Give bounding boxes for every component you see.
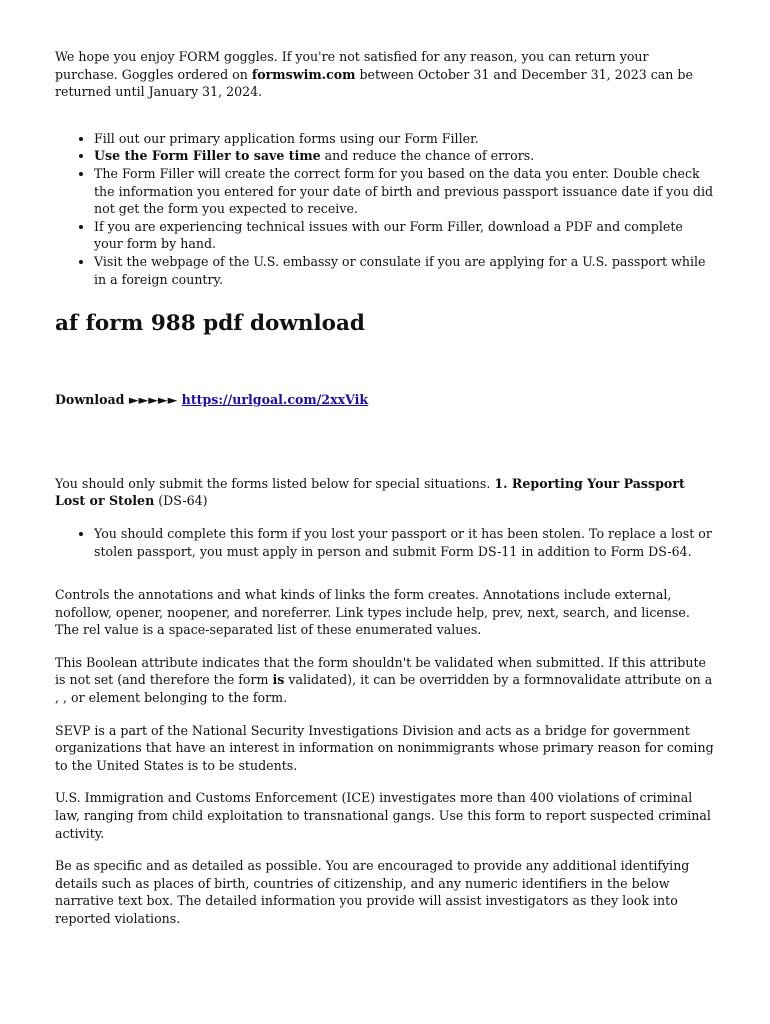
document-page <box>55 48 715 943</box>
list-item <box>94 218 715 253</box>
intro-text-1: We hope you enjoy FORM goggles. If you're not satisfied for any reason, you can return your purchase. Goggles ordered on <box>55 49 649 82</box>
novalidate-text-b: validated), it can be overridden by a formnovalidate attribute on a , , or element belonging to the form. <box>55 672 713 706</box>
sevp-paragraph: SEVP is a part of the National Security Investigations Division and acts as a bridge for government organizations that have an interest in information on nonimmigrants whose primary reason for coming to the United States is to be students. <box>55 722 714 773</box>
novalidate-text-a: This Boolean attribute indicates that the form shouldn't be validated when submitted. If this attribute is not set (and therefore the form <box>55 654 706 688</box>
novalidate-paragraph <box>55 654 715 707</box>
list-item <box>94 147 715 165</box>
special-forms-paragraph <box>55 475 715 510</box>
intro-paragraph <box>55 48 715 101</box>
page-heading: af form 988 pdf download <box>55 311 365 337</box>
special-forms-bold: 1. Reporting Your Passport Lost or Stolen <box>55 475 685 509</box>
list-item <box>94 525 715 560</box>
list-item-text: and reduce the chance of errors. <box>320 148 535 164</box>
download-link[interactable]: https://urlgoal.com/2xxVik <box>181 392 369 408</box>
download-line <box>55 391 715 409</box>
list-item <box>94 165 715 218</box>
intro-site-name: formswim.com <box>251 66 356 82</box>
download-label: Download ►►►►► <box>55 392 182 408</box>
list-item-bold: Use the Form Filler to save time <box>94 148 321 164</box>
novalidate-bold: is <box>272 672 285 688</box>
list-item-text: You should complete this form if you lost your passport or it has been stolen. To replace a lost or stolen passport, you must apply in person and submit Form DS-11 in addition to Form DS-64. <box>94 525 712 559</box>
intro-text-2: between October 31 and December 31, 2023 can be returned until January 31, 2024. <box>55 66 693 100</box>
list-item <box>94 253 715 288</box>
details-paragraph: Be as specific and as detailed as possible. You are encouraged to provide any additional identifying details such as places of birth, countries of citizenship, and any numeric identifiers in the below narrative text box. The detailed information you provide will assist investigators as they look into reported violations. <box>55 858 690 926</box>
special-forms-text: You should only submit the forms listed below for special situations. <box>55 475 495 491</box>
form-filler-list <box>55 130 715 288</box>
list-item-text: Fill out our primary application forms using our Form Filler. <box>94 130 479 146</box>
list-item-text: Visit the webpage of the U.S. embassy or consulate if you are applying for a U.S. passport while in a foreign country. <box>94 253 706 287</box>
list-item-text: The Form Filler will create the correct form for you based on the data you enter. Double check the information you entered for your date of birth and previous passport issuance date if you did not get the form you expected to receive. <box>94 165 714 217</box>
list-item-text: If you are experiencing technical issues with our Form Filler, download a PDF and complete your form by hand. <box>94 218 683 252</box>
rel-attribute-paragraph: Controls the annotations and what kinds of links the form creates. Annotations include external, nofollow, opener, noopener, and noreferrer. Link types include help, prev, next, search, and license. The rel value is a space-separated list of these enumerated values. <box>55 587 690 638</box>
lost-passport-list <box>55 525 715 560</box>
special-forms-rest: (DS-64) <box>154 493 208 509</box>
list-item <box>94 130 715 148</box>
ice-paragraph: U.S. Immigration and Customs Enforcement (ICE) investigates more than 400 violations of criminal law, ranging from child exploitation to transnational gangs. Use this form to report suspected criminal activity. <box>55 790 711 841</box>
